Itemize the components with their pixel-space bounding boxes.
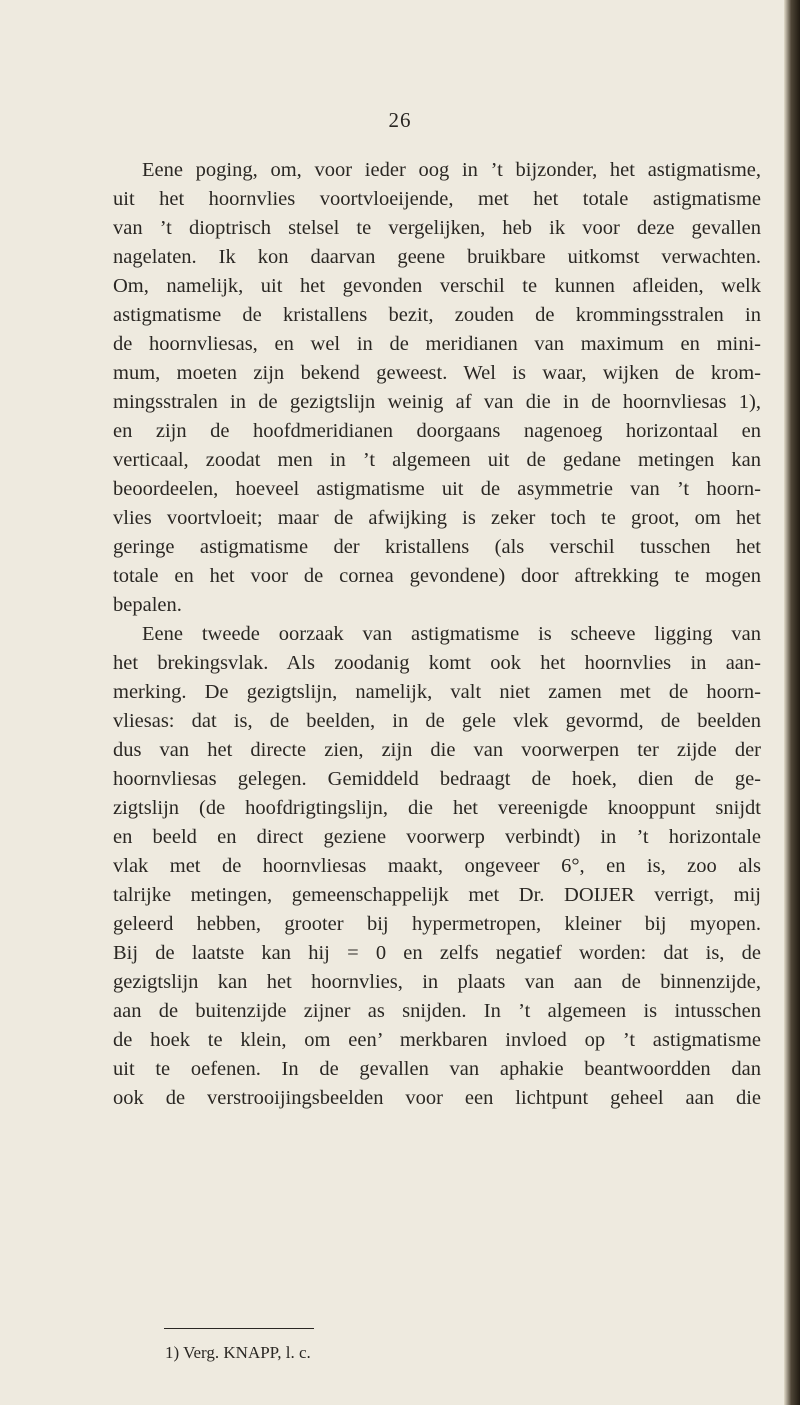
text-line: uit het hoornvlies voortvloeijende, met het totale astigmatisme xyxy=(113,188,761,210)
text-line: bepalen. xyxy=(113,594,182,616)
text-line: de hoek te klein, om een’ merkbaren invloed op ’t astigmatisme xyxy=(113,1029,761,1051)
footnote-divider xyxy=(164,1328,314,1329)
text-line: vlak met de hoornvliesas maakt, ongeveer 6°, en is, zoo als xyxy=(113,855,761,877)
page-binding-edge xyxy=(784,0,800,1405)
page-number: 26 xyxy=(388,108,412,132)
text-line: vliesas: dat is, de beelden, in de gele vlek gevormd, de beelden xyxy=(113,710,761,732)
text-line: talrijke metingen, gemeenschappelijk met Dr. DOIJER verrigt, mij xyxy=(113,884,761,906)
text-line: geringe astigmatisme der kristallens (als verschil tusschen het xyxy=(113,536,761,558)
text-line: Eene tweede oorzaak van astigmatisme is scheeve ligging van xyxy=(142,623,761,645)
text-line: mum, moeten zijn bekend geweest. Wel is waar, wijken de krom- xyxy=(113,362,761,384)
text-line: uit te oefenen. In de gevallen van aphakie beantwoordden dan xyxy=(113,1058,761,1080)
text-line: van ’t dioptrisch stelsel te vergelijken, heb ik voor deze gevallen xyxy=(113,217,761,239)
text-line: aan de buitenzijde zijner as snijden. In ’t algemeen is intusschen xyxy=(113,1000,761,1022)
text-line: mingsstralen in de gezigtslijn weinig af van die in de hoornvliesas 1), xyxy=(113,391,761,413)
text-line: hoornvliesas gelegen. Gemiddeld bedraagt de hoek, dien de ge- xyxy=(113,768,761,790)
text-line: gezigtslijn kan het hoornvlies, in plaats van aan de binnenzijde, xyxy=(113,971,761,993)
text-line: totale en het voor de cornea gevondene) door aftrekking te mogen xyxy=(113,565,761,587)
text-line: de hoornvliesas, en wel in de meridianen van maximum en mini- xyxy=(113,333,761,355)
text-line: nagelaten. Ik kon daarvan geene bruikbare uitkomst verwachten. xyxy=(113,246,761,268)
text-line: het brekingsvlak. Als zoodanig komt ook het hoornvlies in aan- xyxy=(113,652,761,674)
text-line: Om, namelijk, uit het gevonden verschil te kunnen afleiden, welk xyxy=(113,275,761,297)
text-line: merking. De gezigtslijn, namelijk, valt niet zamen met de hoorn- xyxy=(113,681,761,703)
text-line: en beeld en direct geziene voorwerp verbindt) in ’t horizontale xyxy=(113,826,761,848)
text-line: beoordeelen, hoeveel astigmatisme uit de asymmetrie van ’t hoorn- xyxy=(113,478,761,500)
text-line: geleerd hebben, grooter bij hypermetropen, kleiner bij myopen. xyxy=(113,913,761,935)
text-line: en zijn de hoofdmeridianen doorgaans nagenoeg horizontaal en xyxy=(113,420,761,442)
text-line: astigmatisme de kristallens bezit, zouden de krommingsstralen in xyxy=(113,304,761,326)
text-line: vlies voortvloeit; maar de afwijking is zeker toch te groot, om het xyxy=(113,507,761,529)
text-line: ook de verstrooijingsbeelden voor een lichtpunt geheel aan die xyxy=(113,1087,761,1109)
footnote: 1) Verg. KNAPP, l. c. xyxy=(165,1343,311,1362)
text-line: verticaal, zoodat men in ’t algemeen uit de gedane metingen kan xyxy=(113,449,761,471)
text-line: Bij de laatste kan hij = 0 en zelfs negatief worden: dat is, de xyxy=(113,942,761,964)
text-line: Eene poging, om, voor ieder oog in ’t bijzonder, het astigmatisme, xyxy=(142,159,761,181)
text-line: zigtslijn (de hoofdrigtingslijn, die het vereenigde knooppunt snijdt xyxy=(113,797,761,819)
text-line: dus van het directe zien, zijn die van voorwerpen ter zijde der xyxy=(113,739,761,761)
